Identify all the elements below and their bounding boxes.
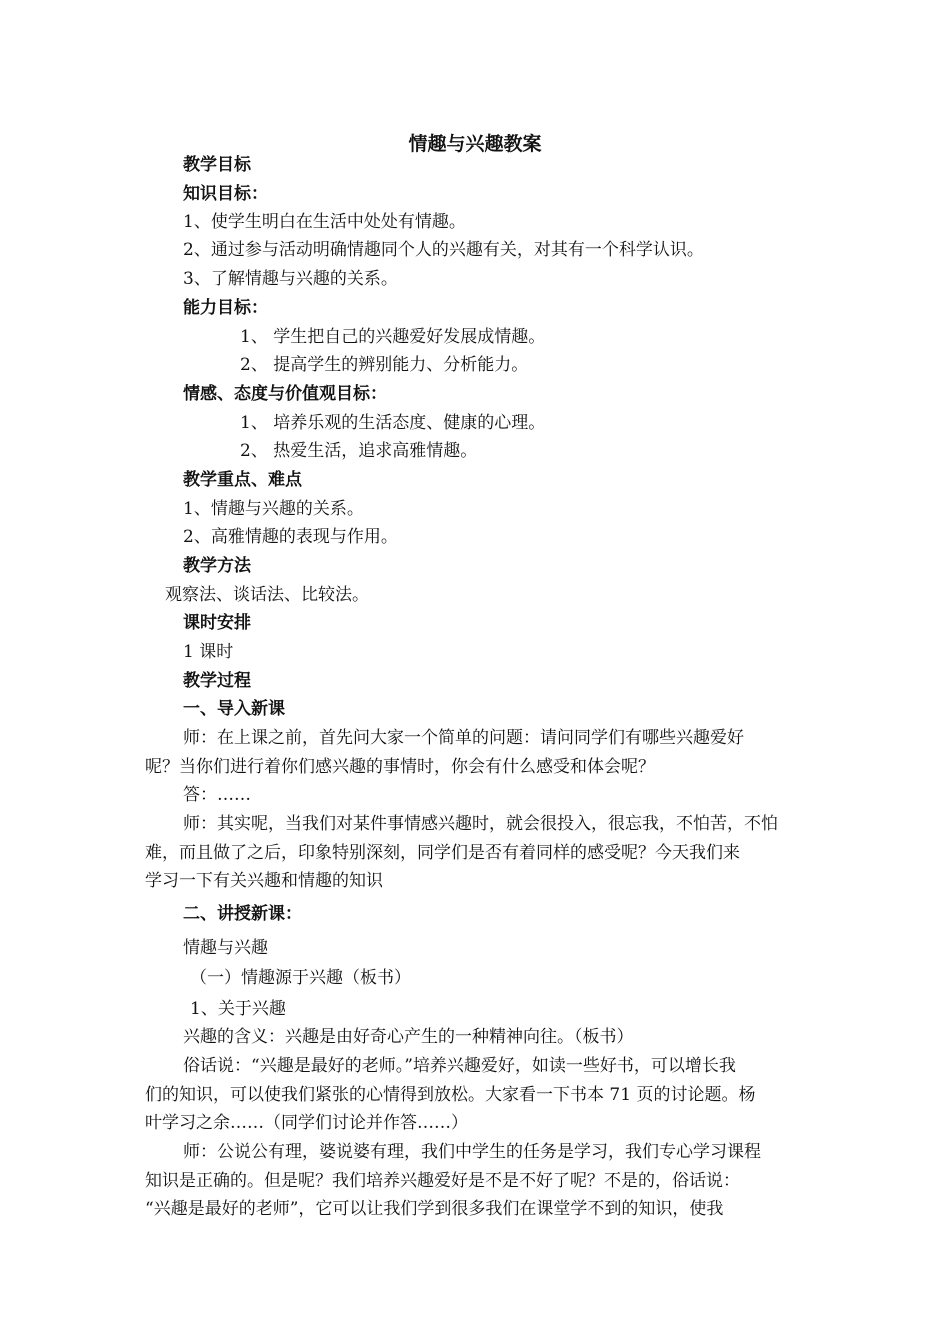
heading-teaching-goals: 教学目标	[183, 155, 251, 175]
paragraph-line: 师：在上课之前，首先问大家一个简单的问题：请问同学们有哪些兴趣爱好	[183, 728, 744, 748]
paragraph-line: 呢？当你们进行着你们感兴趣的事情时，你会有什么感受和体会呢？	[145, 757, 655, 777]
heading-teaching-methods: 教学方法	[183, 556, 251, 576]
paragraph-line: 俗话说：“兴趣是最好的老师。”培养兴趣爱好，如读一些好书，可以增长我	[183, 1056, 736, 1076]
paragraph-line: 师：公说公有理，婆说婆有理，我们中学生的任务是学习，我们专心学习课程	[183, 1142, 761, 1162]
section-title: 情趣与兴趣	[183, 938, 268, 958]
heading-key-points: 教学重点、难点	[183, 470, 302, 490]
heading-knowledge-goals: 知识目标：	[183, 184, 268, 204]
schedule-text: 1 课时	[183, 642, 234, 662]
knowledge-goal-3: 3、了解情趣与兴趣的关系。	[183, 269, 398, 289]
ability-goal-1: 1、 学生把自己的兴趣爱好发展成情趣。	[240, 327, 546, 347]
knowledge-goal-2: 2、通过参与活动明确情趣同个人的兴趣有关，对其有一个科学认识。	[183, 240, 704, 260]
paragraph-line: 知识是正确的。但是呢？我们培养兴趣爱好是不是不好了呢？不是的，俗话说：	[145, 1171, 740, 1191]
teaching-methods-text: 观察法、谈话法、比较法。	[165, 585, 369, 605]
key-point-2: 2、高雅情趣的表现与作用。	[183, 527, 398, 547]
heading-teaching-process: 教学过程	[183, 671, 251, 691]
paragraph-line: 师：其实呢，当我们对某件事情感兴趣时，就会很投入，很忘我，不怕苦，不怕	[183, 814, 778, 834]
heading-emotion-goals: 情感、态度与价值观目标：	[183, 384, 387, 404]
ability-goal-2: 2、 提高学生的辨别能力、分析能力。	[240, 355, 529, 375]
paragraph-line: 们的知识，可以使我们紧张的心情得到放松。大家看一下书本 71 页的讨论题。杨	[145, 1085, 756, 1105]
paragraph-line: 难，而且做了之后，印象特别深刻，同学们是否有着同样的感受呢？今天我们来	[145, 843, 740, 863]
heading-ability-goals: 能力目标：	[183, 298, 268, 318]
paragraph-line: 学习一下有关兴趣和情趣的知识	[145, 871, 383, 891]
heading-new-lesson: 二、讲授新课：	[183, 904, 302, 924]
subsection-title: （一）情趣源于兴趣（板书）	[190, 968, 411, 988]
paragraph-line: “兴趣是最好的老师”，它可以让我们学到很多我们在课堂学不到的知识，使我	[145, 1199, 724, 1219]
document-title: 情趣与兴趣教案	[408, 133, 542, 155]
knowledge-goal-1: 1、使学生明白在生活中处处有情趣。	[183, 212, 466, 232]
heading-schedule: 课时安排	[183, 613, 251, 633]
paragraph-line: 叶学习之余……（同学们讨论并作答……）	[145, 1113, 468, 1133]
heading-intro: 一、导入新课	[183, 699, 285, 719]
answer-line: 答：……	[183, 785, 251, 805]
key-point-1: 1、情趣与兴趣的关系。	[183, 499, 364, 519]
emotion-goal-1: 1、 培养乐观的生活态度、健康的心理。	[240, 413, 546, 433]
emotion-goal-2: 2、 热爱生活，追求高雅情趣。	[240, 441, 478, 461]
paragraph-line: 兴趣的含义：兴趣是由好奇心产生的一种精神向往。（板书）	[183, 1027, 634, 1047]
subsection-item: 1、关于兴趣	[190, 999, 286, 1019]
